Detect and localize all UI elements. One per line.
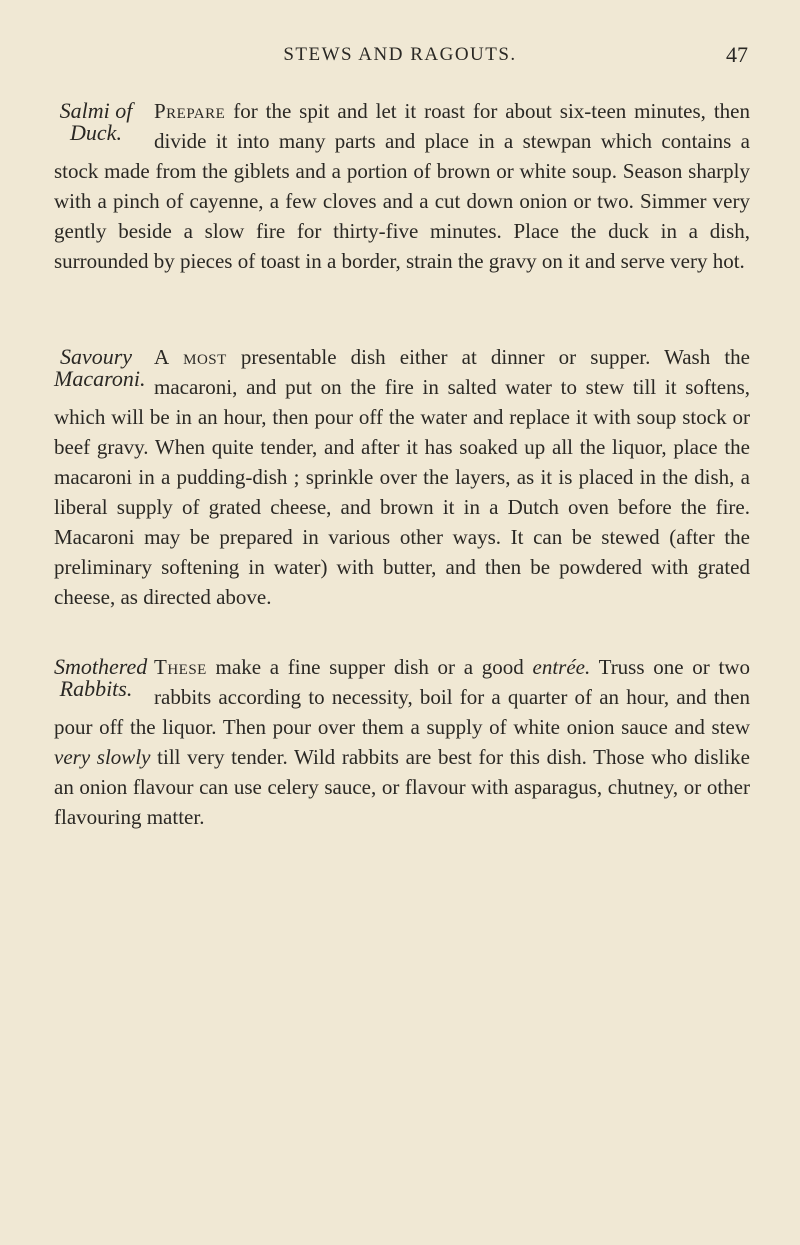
recipe-salmi-of-duck [54, 96, 750, 276]
emphasis-text: very slowly [54, 745, 151, 769]
lead-word: These [154, 655, 207, 679]
paragraph-text: Truss one or two rabbits according to necessity, boil for a quarter of an hour, and then pour off the liquor. Then pour over them a supply of white onion sauce and stew [54, 655, 750, 739]
running-title: STEWS AND RAGOUTS. [283, 44, 517, 65]
sidenote-line: Savoury [59, 344, 133, 369]
sidenote-savoury-macaroni [54, 344, 146, 391]
paragraph-text: till very tender. Wild rabbits are best for this dish. Those who dislike an onion flavour can use celery sauce, or flavour with asparagus, chutney, or other flavouring matter. [54, 745, 750, 829]
sidenote-line: Duck. [70, 120, 122, 145]
sidenote-line: Macaroni. [54, 366, 146, 391]
lead-word: A most [154, 345, 227, 369]
page-header [0, 44, 800, 74]
recipe-smothered-rabbits [54, 652, 750, 832]
sidenote-line: Smothered [54, 654, 148, 679]
lead-word: Prepare [154, 99, 226, 123]
recipe-paragraph [54, 96, 750, 276]
paragraph-text: presentable dish either at dinner or supper. Wash the macaroni, and put on the fire in salted water to stew till it softens, which will be in an hour, then pour off the water and replace it with soup stock or beef gravy. When quite tender, and after it has soaked up all the liquor, place the macaroni in a pudding-dish ; sprinkle over the layers, as it is placed in the dish, a liberal supply of grated cheese, and brown it in a Dutch oven before the fire. Macaroni may be prepared in various other ways. It can be stewed (after the preliminary softening in water) with butter, and then be powdered with grated cheese, as directed above. [54, 345, 750, 609]
paragraph-text: for the spit and let it roast for about six-teen minutes, then divide it into many parts and place in a stewpan which contains a stock made from the giblets and a portion of brown or white soup. Season sharply with a pinch of cayenne, a few cloves and a cut down onion or two. Simmer very gently beside a slow fire for thirty-five minutes. Place the duck in a dish, surrounded by pieces of toast in a border, strain the gravy on it and serve very hot. [54, 99, 750, 273]
paragraph-text: make a fine supper dish or a good [206, 655, 533, 679]
sidenote-line: Salmi of [59, 98, 133, 123]
recipe-paragraph [54, 342, 750, 612]
page-number: 47 [726, 42, 748, 67]
sidenote-salmi-of-duck [54, 100, 138, 144]
sidenote-line: Rabbits. [59, 676, 133, 701]
recipe-savoury-macaroni [54, 342, 750, 612]
emphasis-text: entrée. [532, 655, 591, 679]
sidenote-smothered-rabbits [54, 654, 148, 701]
recipe-paragraph [54, 652, 750, 832]
